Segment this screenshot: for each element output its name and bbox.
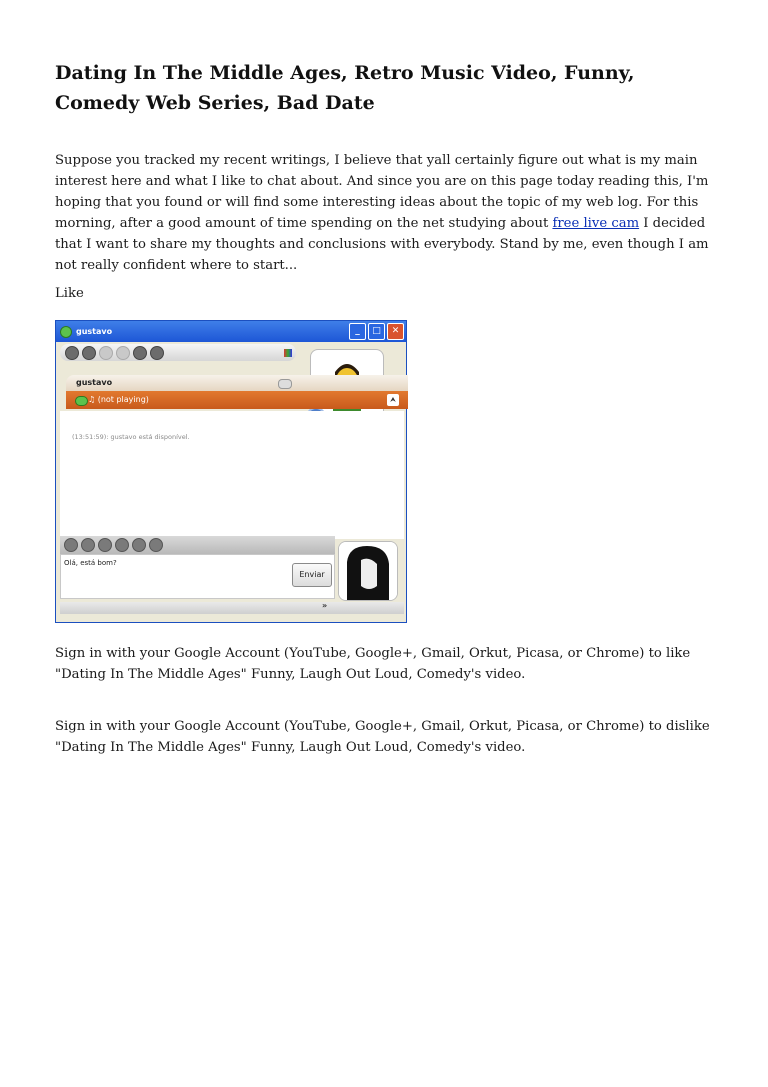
invite-icon[interactable]	[99, 346, 113, 360]
contact-name-bar: gustavo	[66, 375, 408, 391]
free-live-cam-link[interactable]: free live cam	[552, 216, 640, 231]
voice-icon[interactable]	[115, 538, 129, 552]
message-input-text: Olá, está bom?	[64, 559, 117, 567]
collapse-button[interactable]: ⮝	[387, 394, 399, 406]
star-icon[interactable]	[150, 346, 164, 360]
chat-toolbar	[60, 344, 296, 361]
like-description: Sign in with your Google Account (YouTube, Google+, Gmail, Orkut, Picasa, or Chrome) to like "Dating In The Middle Ages" Funny, Laugh Out Loud, Comedy's video.	[55, 646, 691, 682]
chat-window-title: gustavo	[76, 327, 113, 336]
emoticon-icon[interactable]	[64, 538, 78, 552]
system-message: (13:51:59): gustavo está disponível.	[72, 433, 190, 441]
send-button[interactable]: Enviar	[292, 563, 332, 587]
language-icon	[284, 349, 292, 357]
chat-window-screenshot	[55, 320, 407, 623]
file-icon[interactable]	[116, 346, 130, 360]
status-icon	[75, 396, 88, 406]
intro-paragraph	[55, 150, 715, 276]
chat-title-bar	[56, 321, 406, 342]
contact-icon[interactable]	[82, 346, 96, 360]
block-icon[interactable]	[65, 346, 79, 360]
wink-icon[interactable]	[81, 538, 95, 552]
compose-toolbar	[60, 536, 335, 554]
chat-status-strip	[60, 602, 404, 614]
silhouette-avatar-icon	[339, 542, 397, 600]
expand-button[interactable]: »	[322, 601, 328, 610]
background-icon[interactable]	[132, 538, 146, 552]
history-icon[interactable]	[133, 346, 147, 360]
intro-text-start: Suppose you tracked my recent writings, I believe that yall certainly figure out what is my main interest here and what I like to chat about. And since you are on this page today reading this, I'm hoping that you found or will find some interesting ideas about the topic of my web log. For this morning, after a good amount of time spending on the net studying about	[55, 153, 709, 231]
maximize-button[interactable]: □	[368, 323, 385, 340]
dislike-description: Sign in with your Google Account (YouTube, Google+, Gmail, Orkut, Picasa, or Chrome) to dislike "Dating In The Middle Ages" Funny, Laugh Out Loud, Comedy's video.	[55, 719, 710, 755]
own-avatar	[338, 541, 398, 601]
minimize-button[interactable]: _	[349, 323, 366, 340]
nudge-icon[interactable]	[98, 538, 112, 552]
chevron-down-icon[interactable]	[278, 379, 292, 389]
message-history	[60, 411, 404, 539]
window-controls	[349, 323, 404, 340]
like-label: Like	[55, 286, 84, 301]
contact-status: ♫ (not playing)	[66, 391, 408, 409]
messenger-icon	[60, 326, 72, 338]
close-button[interactable]: ✕	[387, 323, 404, 340]
font-icon[interactable]	[149, 538, 163, 552]
page-title: Dating In The Middle Ages, Retro Music Video, Funny, Comedy Web Series, Bad Date	[55, 62, 635, 114]
intro-text-end: I decided that I want to share my thoughts and conclusions with everybody. Stand by me, even though I am not really confident where to start...	[55, 216, 709, 273]
